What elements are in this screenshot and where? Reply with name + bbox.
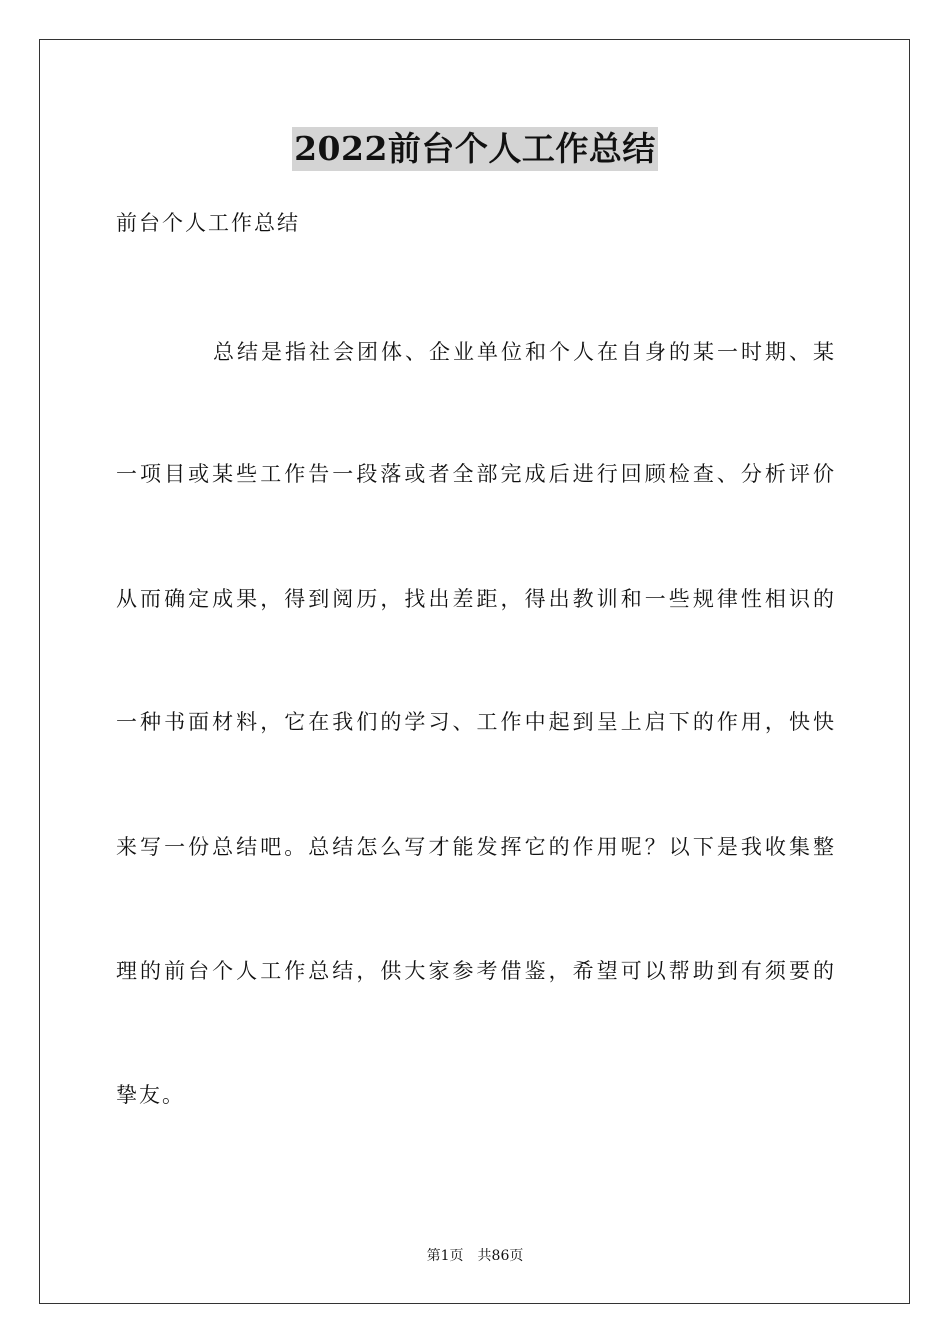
paragraph-line-7: 挚友。 <box>116 1083 185 1107</box>
page-footer <box>0 1246 950 1266</box>
paragraph-line-4: 一种书面材料，它在我们的学习、工作中起到呈上启下的作用，快快 <box>116 710 834 734</box>
document-title-text: 2022前台个人工作总结 <box>292 127 658 171</box>
page-number: 第1页 <box>426 1248 464 1264</box>
paragraph-line-5: 来写一份总结吧。总结怎么写才能发挥它的作用呢？以下是我收集整 <box>116 835 834 859</box>
document-title <box>0 127 950 171</box>
paragraph-line-1: 总结是指社会团体、企业单位和个人在自身的某一时期、某 <box>213 340 834 364</box>
page-total: 共86页 <box>477 1248 524 1264</box>
document-subtitle: 前台个人工作总结 <box>116 211 300 235</box>
paragraph-line-6: 理的前台个人工作总结，供大家参考借鉴，希望可以帮助到有须要的 <box>116 959 834 983</box>
paragraph-line-2: 一项目或某些工作告一段落或者全部完成后进行回顾检查、分析评价 <box>116 462 834 486</box>
paragraph-line-3: 从而确定成果，得到阅历，找出差距，得出教训和一些规律性相识的 <box>116 587 834 611</box>
